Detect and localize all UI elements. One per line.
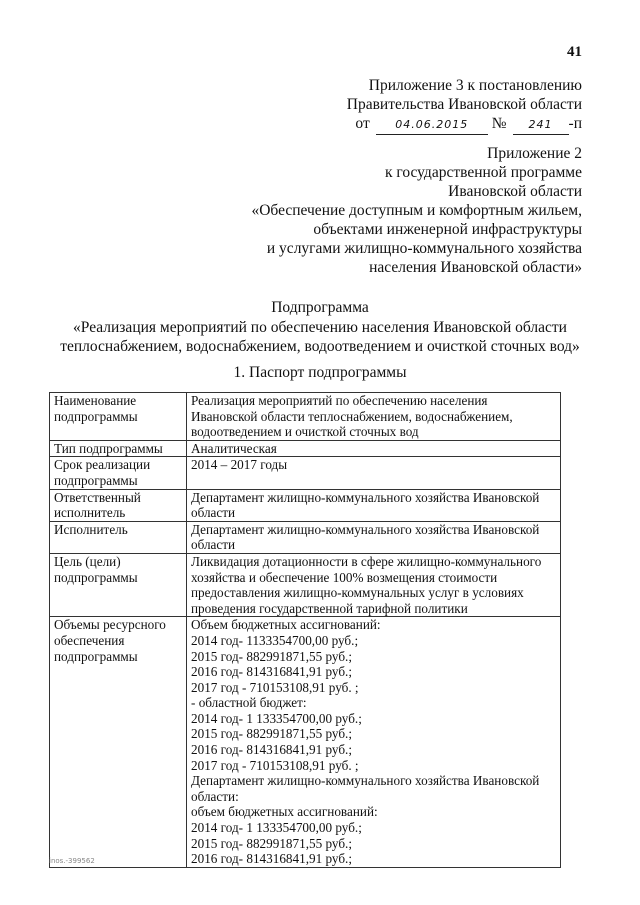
value-line: Департамент жилищно-коммунального хозяйства Ивановской области — [191, 521, 540, 553]
footer-mark: inos.-399562 — [49, 857, 95, 865]
appendix-2-line: к государственной программе — [384, 164, 582, 181]
appendix-3-header — [347, 76, 582, 135]
passport-table — [49, 392, 561, 868]
appendix-3-line-2: Правительства Ивановской области — [346, 96, 582, 113]
decree-reference — [347, 114, 582, 135]
row-label: Объемы ресурсного обеспечения подпрограммы — [50, 617, 187, 868]
value-line: объем бюджетных ассигнований: — [191, 804, 378, 820]
table-row — [50, 489, 561, 521]
appendix-2-line: и услугами жилищно-коммунального хозяйства — [266, 240, 582, 257]
row-value — [187, 553, 561, 616]
row-label: Наименование подпрограммы — [50, 393, 187, 441]
value-line: 2016 год- 814316841,91 руб.; — [191, 851, 352, 867]
value-line: Департамент жилищно-коммунального хозяйства Ивановской области: — [191, 773, 540, 804]
title-line-2: «Реализация мероприятий по обеспечению населения Ивановской области — [73, 318, 567, 336]
value-line: Реализация мероприятий по обеспечению населения Ивановской области теплоснабжением, водоснабжением, водоотведением и очисткой сточных вод — [191, 393, 513, 440]
table-row — [50, 553, 561, 616]
appendix-3-line-1: Приложение 3 к постановлению — [368, 77, 582, 94]
value-line: - областной бюджет: — [191, 695, 307, 711]
row-value — [187, 393, 561, 441]
decree-date: 04.06.2015 — [376, 115, 488, 135]
row-label: Тип подпрограммы — [50, 440, 187, 457]
number-suffix: -п — [568, 115, 582, 132]
appendix-2-line: объектами инженерной инфраструктуры — [313, 221, 582, 238]
appendix-2-line: «Обеспечение доступным и комфортным жильем, — [251, 202, 582, 219]
row-label: Ответственный исполнитель — [50, 489, 187, 521]
row-value — [187, 617, 561, 868]
value-line: Ликвидация дотационности в сфере жилищно-коммунального хозяйства и обеспечение 100% возмещения стоимости предоставления жилищно-коммунальных услуг в условиях проведения государственной тарифной политики — [191, 553, 542, 616]
row-value — [187, 440, 561, 457]
table-row — [50, 457, 561, 489]
value-line: 2014 – 2017 годы — [191, 457, 288, 473]
value-line: 2015 год- 882991871,55 руб.; — [191, 835, 352, 851]
value-line: 2016 год- 814316841,91 руб.; — [191, 742, 352, 758]
table-row — [50, 521, 561, 553]
value-line: Департамент жилищно-коммунального хозяйства Ивановской области — [191, 489, 540, 521]
row-value — [187, 457, 561, 489]
table-row — [50, 393, 561, 441]
title-line-1: Подпрограмма — [271, 299, 369, 316]
value-line: 2015 год- 882991871,55 руб.; — [191, 648, 352, 664]
row-label: Исполнитель — [50, 521, 187, 553]
decree-number: 241 — [513, 115, 569, 135]
appendix-2-line: Приложение 2 — [487, 145, 582, 162]
number-label: № — [491, 115, 507, 132]
value-line: Объем бюджетных ассигнований: — [191, 617, 381, 633]
row-label: Цель (цели) подпрограммы — [50, 553, 187, 616]
table-row — [50, 440, 561, 457]
value-line: 2016 год- 814316841,91 руб.; — [191, 664, 352, 680]
subprogram-title — [0, 298, 640, 382]
value-line: 2014 год- 1 133354700,00 руб.; — [191, 820, 362, 836]
section-heading: 1. Паспорт подпрограммы — [233, 363, 407, 381]
from-label: от — [355, 115, 370, 132]
value-line: 2014 год- 1133354700,00 руб.; — [191, 632, 359, 648]
page-number: 41 — [567, 44, 582, 60]
value-line: 2014 год- 1 133354700,00 руб.; — [191, 710, 362, 726]
value-line: 2017 год - 710153108,91 руб. ; — [191, 757, 359, 773]
appendix-2-line: Ивановской области — [448, 183, 582, 200]
value-line: 2015 год- 882991871,55 руб.; — [191, 726, 352, 742]
appendix-2-header — [251, 144, 582, 277]
row-value — [187, 489, 561, 521]
appendix-2-line: населения Ивановской области» — [369, 259, 582, 276]
value-line: 2017 год - 710153108,91 руб. ; — [191, 679, 359, 695]
table-row — [50, 617, 561, 868]
row-value — [187, 521, 561, 553]
row-label: Срок реализации подпрограммы — [50, 457, 187, 489]
title-line-3: теплоснабжением, водоснабжением, водоотведением и очисткой сточных вод» — [60, 338, 580, 355]
value-line: Аналитическая — [191, 440, 277, 456]
